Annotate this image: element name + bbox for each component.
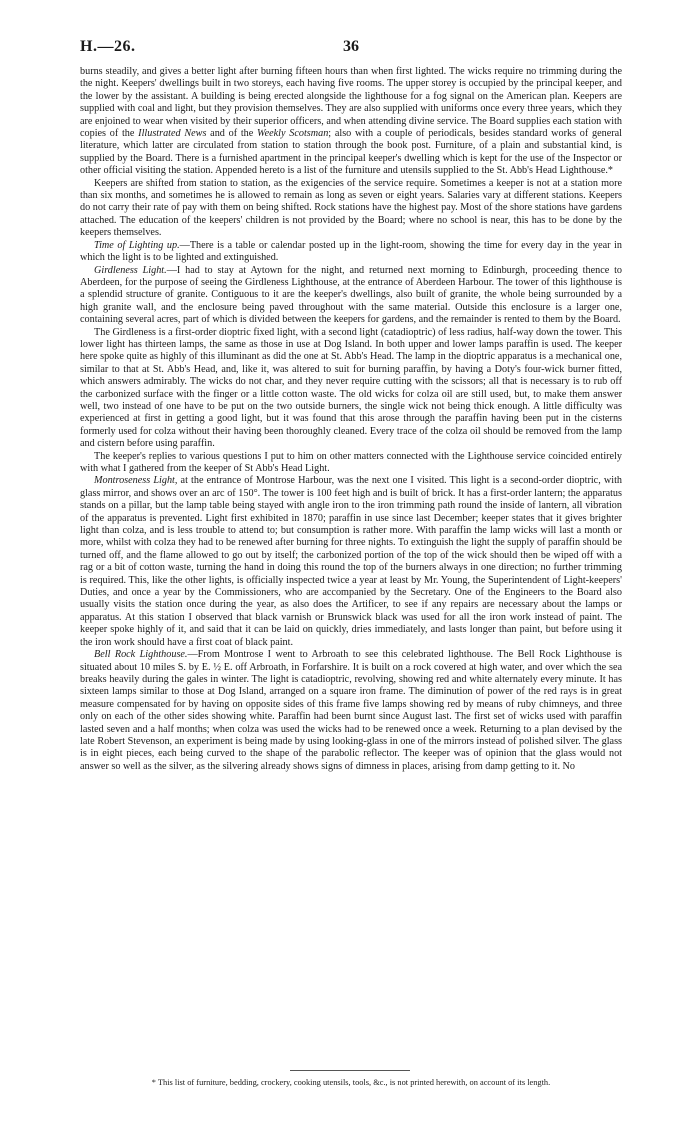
paragraph	[80, 66, 622, 178]
paragraph	[80, 240, 622, 265]
italic-heading: Time of Lighting up.	[94, 239, 180, 251]
text-run: The keeper's replies to various questions I put to him on other matters connected with the Lighthouse service coincided entirely with what I gathered from the keeper of St Abb's Head Light.	[80, 450, 622, 474]
text-run: —From Montrose I went to Arbroath to see this celebrated lighthouse. The Bell Rock Lighthouse is situated about 10 miles S. by E. ½ E. off Arbroath, in Forfarshire. It is built on a rock covered at high water, and over which the sea breaks heavily during the gales in winter. The light is catadioptric, revolving, showing red and white alternately every minute. It has sixteen lamps similar to those at Dog Island, arranged on a square iron frame. The diminution of power of the red rays is in great measure compensated for by having on opposite sides of this frame five lamps showing red by means of ruby chimneys, and three only on each of the other sides showing white. Paraffin had been burnt since August last. The first set of wicks used with paraffin lasted seven and a half months; when colza was used the wicks had to be renewed once a week. Returning to a plan devised by the late Robert Stevenson, an experiment is being made by using looking-glass in one of the mirrors instead of polished silver. The glass is in eight pieces, each being curved to the shape of the parabolic reflector. The keeper was of opinion that the glass would not answer so well as the silver, as the silvering already shows signs of dimness in places, arising from damp getting to it. No	[80, 649, 622, 772]
text-run: —There is a table or calendar posted up in the light-room, showing the time for every day in the year in which the light is to be lighted and extinguished.	[80, 239, 622, 264]
paragraph	[80, 265, 622, 327]
page-header	[80, 38, 622, 60]
body-text	[80, 66, 622, 773]
paragraph	[80, 475, 622, 649]
page-number: 36	[343, 38, 359, 55]
document-id: H.—26.	[80, 38, 136, 55]
paragraph	[80, 451, 622, 476]
italic-heading: Weekly Scotsman	[257, 128, 329, 140]
footnote-rule	[290, 1070, 410, 1071]
paragraph	[80, 327, 622, 451]
footnote: * This list of furniture, bedding, crockery, cooking utensils, tools, &c., is not printed herewith, on account of its length.	[151, 1078, 551, 1087]
text-run: at the entrance of Montrose Harbour, was the next one I visited. This light is a second-order dioptric, with glass mirror, and shows over an arc of 150°. The tower is 100 feet high and is built of brick. It has a first-order lantern; the apparatus stands on a pillar, but the lamp table being stayed with angle iron to the iron trimming path round the inside of lantern, all vibration of the apparatus is prevented. Light first exhibited in 1870; paraffin in use since last December; keeper states that it gives brighter light than colza, and is less trouble to attend to; but consumption is rather more. With paraffin the lamp wicks will last a month or more, whilst with colza they had to be renewed after burning for three nights. To extinguish the light the supply of paraffin should be turned off, and the flame allowed to go out by itself; the carbonized portion of the top of the wick should then be wiped off with a rag or a bit of cotton waste, turning the hand in doing this round the top of the burners always in one direction; no further trimming is required. This, like the other lights, is officially inspected twice a year at least by Mr. Young, the Superintendent of Light-keepers' Duties, and once a year by the Commissioners, who are accompanied by the Secretary. One of the Engineers to the Board also usually visits the station once during the year, as also does the Artificer, to see if any repairs are necessary about the lamps or apparatus. At this station I observed that black varnish or Brunswick black was used for all the iron work instead of paint. The keeper spoke highly of it, and said that it can be laid on quickly, dries immediately, and lasts longer than paint, but before using it the iron work should have a first coat of black paint.	[80, 475, 622, 648]
italic-heading: Girdleness Light.	[94, 264, 167, 276]
italic-heading: Illustrated News	[138, 128, 207, 140]
text-run: Keepers are shifted from station to station, as the exigencies of the service require. Sometimes a keeper is not at a station more than six months, and sometimes he is allowed to remain as long as seven or eight years. Salaries vary at different stations. Keepers do not carry their rate of pay with them on being shifted. Rock stations have the highest pay. Most of the shore stations have gardens attached. The education of the keepers' children is not provided by the Board; where no school is near, this has to be done by the keepers themselves.	[80, 177, 622, 239]
text-run: The Girdleness is a first-order dioptric fixed light, with a second light (catadioptric) of less radius, half-way down the tower. This lower light has thirteen lamps, the same as those in use at Dog Island. In both upper and lower lamps paraffin is used. The keeper here spoke quite as highly of this illuminant as did the one at St. Abb's Head. The lamp in the dioptric apparatus is a mechanical one, similar to that at St. Abb's Head, and, like it, was altered to suit for burning paraffin, by having a Doty's four-wick burner fitted, which answers admirably. The wicks do not char, and they never require cutting with the scissors; all that is necessary is to rub off the carbonized surface with the finger or a little cotton waste. The old wicks for colza oil are still used, but, to make them answer well, two instead of one have to be put on the two outside burners, the single wick not being thick enough. A little difficulty was experienced at first in getting a good light, but it was found that this arose through the paraffin having been put in the cisterns formerly used for colza without their having been thoroughly cleaned. Every trace of the colza oil should be removed from the lamp and cistern before using paraffin.	[80, 326, 622, 450]
paragraph	[80, 178, 622, 240]
italic-heading: Montroseness Light,	[94, 475, 178, 487]
text-run: burns steadily, and gives a better light after burning fifteen hours than when first lighted. The wicks require no trimming during the the night. Keepers' dwellings built in two storeys, each having five rooms. The upper storey is occupied by the principal keeper, and the lower by the assistant. A building is being erected alongside the lighthouse for a fog signal on the American plan. Keepers are supplied with coal and light, but they provision themselves. They are also supplied with uniforms once every three years, which they are enjoined to wear when visited by their superior officers, and when attending divine service. The Board supplies each station with copies of the	[80, 66, 622, 140]
text-run: ; also with a couple of periodicals, besides standard works of general literature, which latter are circulated from station to station through the book post. Furniture, of a plain and substantial kind, is supplied by the Board. There is a furnished apartment in the principal keeper's dwelling which is kept for the use of the Inspector or other official visiting the station. Appended hereto is a list of the furniture and utensils supplied to the St. Abb's Head Lighthouse.*	[80, 128, 622, 177]
paragraph	[80, 649, 622, 773]
text-run: and of the	[206, 128, 258, 140]
text-run: —I had to stay at Aytown for the night, and returned next morning to Edinburgh, proceeding thence to Aberdeen, for the purpose of seeing the Girdleness Lighthouse, at the entrance of Aberdeen Harbour. The tower of this lighthouse is a splendid structure of granite. Contiguous to it are the keeper's dwellings, also built of granite, the whole being surrounded by a high granite wall, and the enclosure being paved throughout with the same material. Outside this enclosure is a larger one, containing several acres, part of which is divided between the keepers for gardens, and the remainder is rented to them by the Board.	[80, 264, 623, 326]
italic-heading: Bell Rock Lighthouse.	[94, 649, 188, 661]
